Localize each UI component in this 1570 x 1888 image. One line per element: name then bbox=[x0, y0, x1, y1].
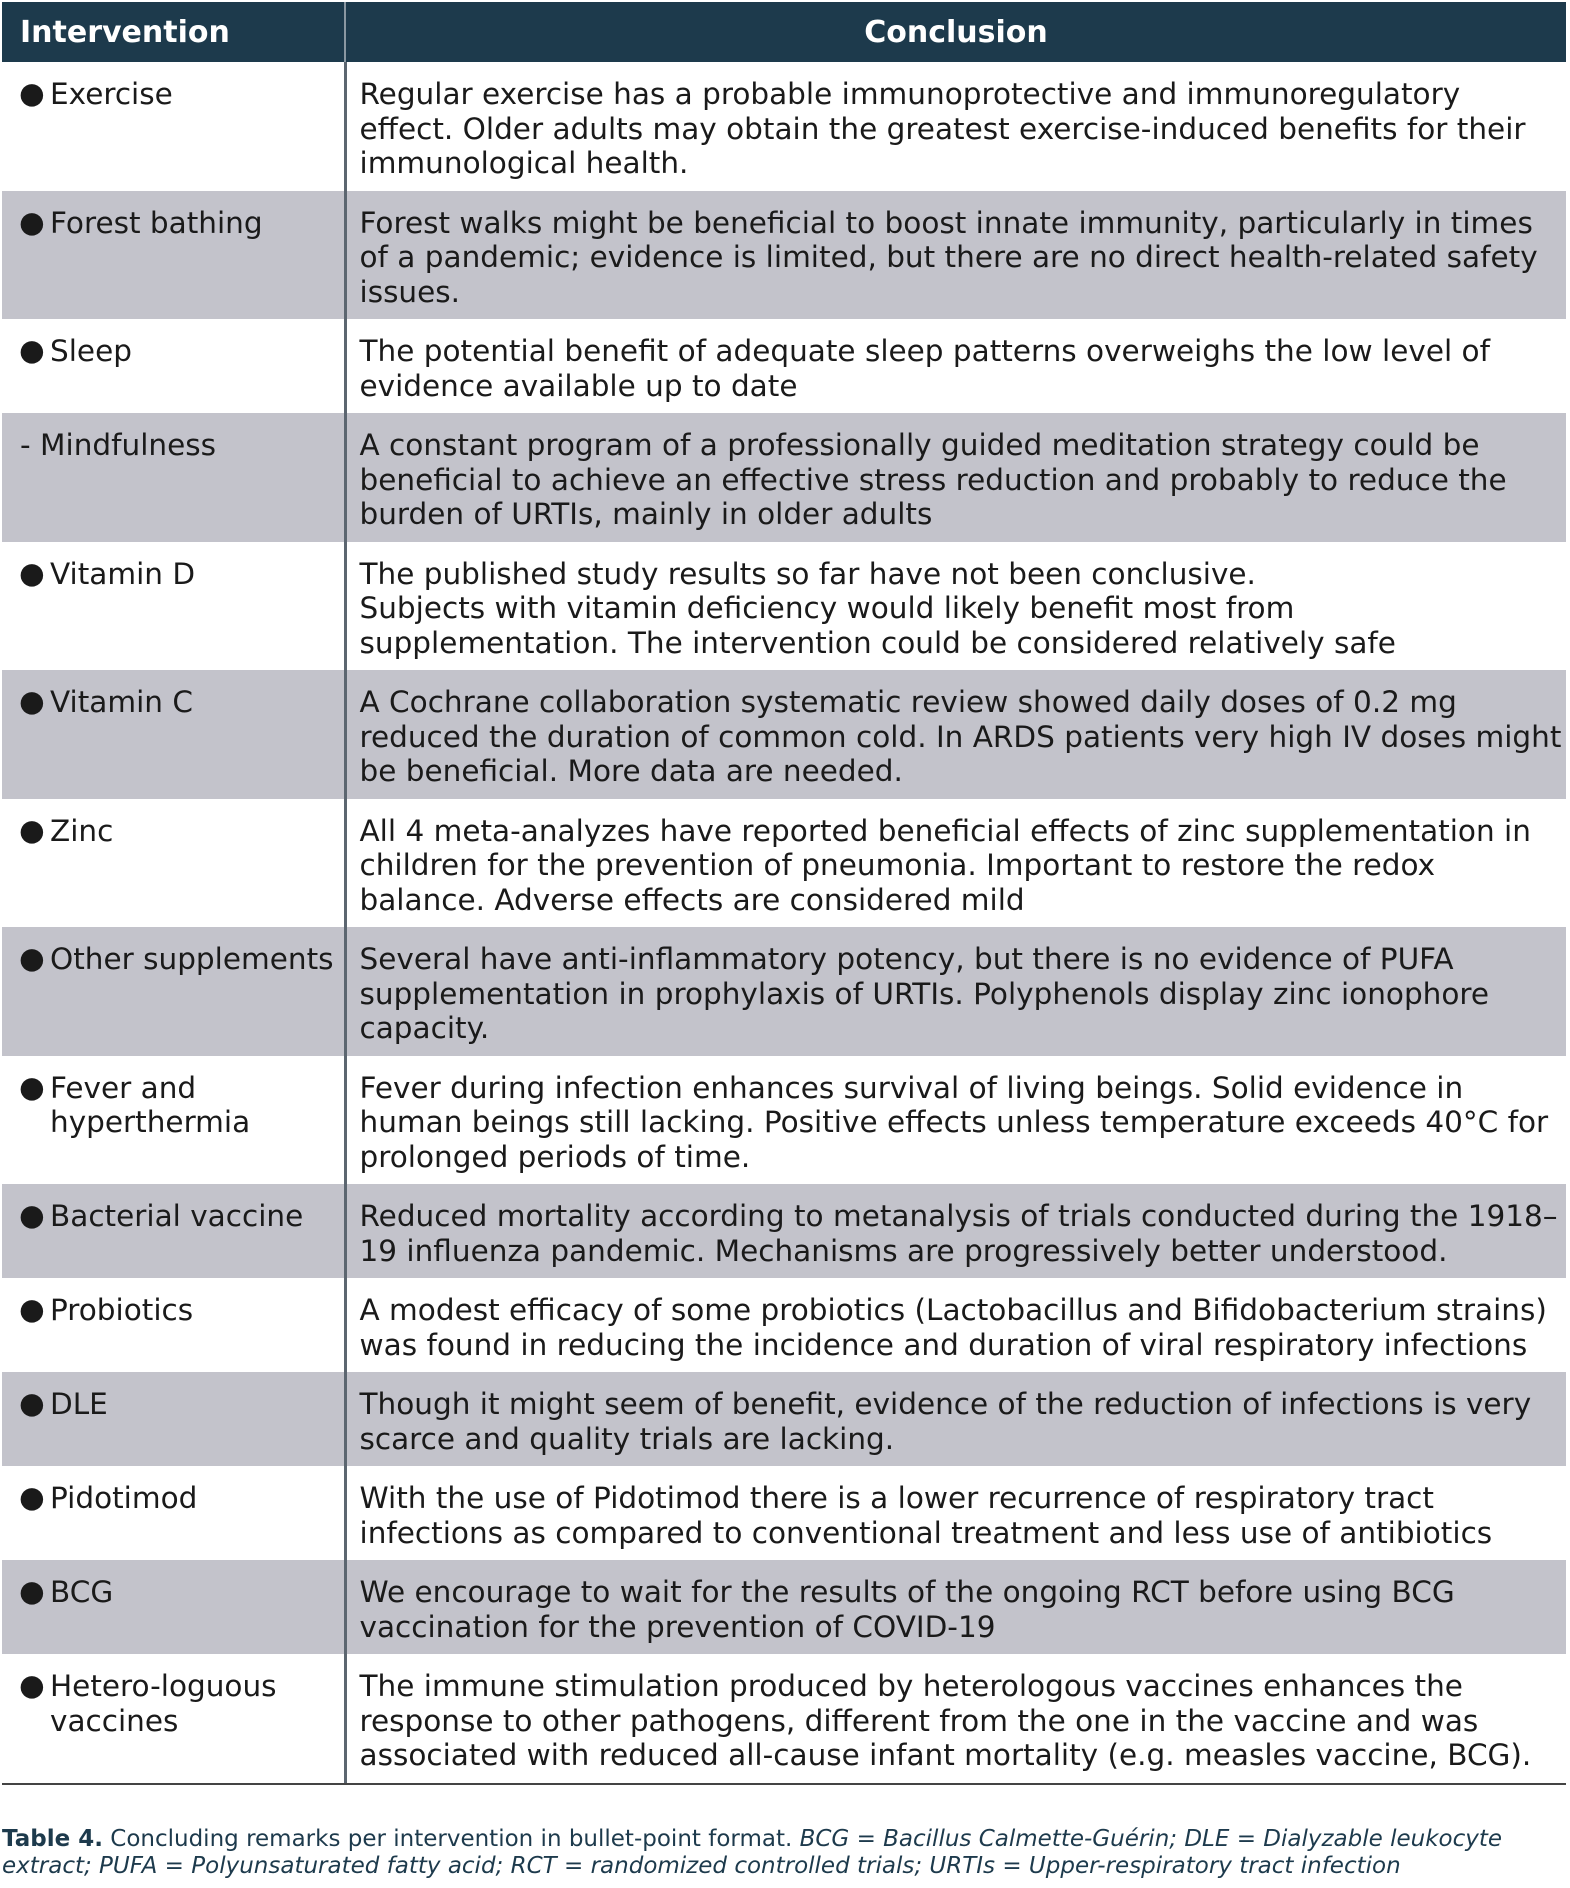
bullet-icon: ● bbox=[19, 684, 45, 718]
conclusion-cell bbox=[345, 1278, 1566, 1372]
intervention-name: BCG bbox=[50, 1575, 114, 1609]
intervention-name: Pidotimod bbox=[50, 1481, 198, 1515]
table-row bbox=[2, 1654, 1566, 1783]
conclusion-text: Several have anti-inflammatory potency, but there is no evidence of PUFA supplementation in prophylaxis of URTIs. Polyphenols display zinc ionophore capacity. bbox=[359, 942, 1490, 1045]
caption-label: Table 4. bbox=[2, 1826, 103, 1852]
table-row bbox=[2, 191, 1566, 320]
table-body bbox=[2, 62, 1566, 1783]
bullet-icon: ● bbox=[19, 204, 45, 239]
table-bottom-rule bbox=[2, 1783, 1566, 1785]
table-row bbox=[2, 1372, 1566, 1466]
table-row bbox=[2, 1184, 1566, 1278]
intervention-cell bbox=[2, 1560, 345, 1654]
conclusion-text: Though it might seem of benefit, evidence of the reduction of infections is very scarce and quality trials are lacking. bbox=[359, 1387, 1532, 1456]
table-row bbox=[2, 670, 1566, 799]
conclusion-cell bbox=[345, 191, 1566, 320]
intervention-cell bbox=[2, 1056, 345, 1185]
intervention-name: DLE bbox=[50, 1387, 108, 1421]
conclusion-text: The potential benefit of adequate sleep patterns overweighs the low level of evidence available up to date bbox=[359, 334, 1490, 403]
conclusion-text: With the use of Pidotimod there is a lower recurrence of respiratory tract infections as compared to conventional treatment and less use of antibiotics bbox=[359, 1481, 1493, 1550]
bullet-icon: ● bbox=[19, 941, 45, 975]
table-row bbox=[2, 1278, 1566, 1372]
conclusion-cell bbox=[345, 1372, 1566, 1466]
bullet-icon: ● bbox=[19, 1574, 45, 1608]
intervention-name: Vitamin D bbox=[50, 556, 196, 591]
table-row bbox=[2, 1466, 1566, 1560]
conclusion-cell bbox=[345, 413, 1566, 542]
header-conclusion: Conclusion bbox=[345, 2, 1566, 62]
intervention-cell bbox=[2, 413, 345, 542]
table-row bbox=[2, 413, 1566, 542]
conclusion-text: A Cochrane collaboration systematic review showed daily doses of 0.2 mg reduced the duration of common cold. In ARDS patients very high IV doses might be beneficial. More data are needed. bbox=[359, 685, 1562, 788]
intervention-name: Sleep bbox=[50, 334, 132, 368]
conclusion-cell bbox=[345, 1056, 1566, 1185]
table-row bbox=[2, 319, 1566, 413]
intervention-name: Zinc bbox=[50, 813, 114, 848]
intervention-cell bbox=[2, 799, 345, 928]
bullet-icon: ● bbox=[19, 76, 45, 110]
dash-marker: - bbox=[20, 428, 31, 462]
intervention-cell bbox=[2, 1466, 345, 1560]
bullet-icon: ● bbox=[19, 1198, 45, 1232]
bullet-icon: ● bbox=[19, 333, 45, 367]
table-row bbox=[2, 62, 1566, 191]
table-caption bbox=[2, 1826, 1566, 1880]
intervention-cell bbox=[2, 1372, 345, 1466]
intervention-cell bbox=[2, 62, 345, 191]
conclusion-text: Forest walks might be beneficial to boost innate immunity, particularly in times of a pandemic; evidence is limited, but there are no direct health-related safety issues. bbox=[359, 205, 1538, 309]
conclusion-cell bbox=[345, 1184, 1566, 1278]
bullet-icon: ● bbox=[19, 1069, 45, 1104]
intervention-name: Fever and hyperthermia bbox=[50, 1070, 251, 1139]
table-row bbox=[2, 1056, 1566, 1185]
table-header bbox=[2, 2, 1566, 62]
conclusion-text: Fever during infection enhances survival of living beings. Solid evidence in human beings still lacking. Positive effects unless temperature exceeds 40°C for prolonged periods of time. bbox=[359, 1070, 1549, 1174]
conclusion-cell bbox=[345, 670, 1566, 799]
intervention-cell bbox=[2, 670, 345, 799]
table-row bbox=[2, 542, 1566, 671]
intervention-cell bbox=[2, 542, 345, 671]
conclusion-text: A modest efficacy of some probiotics (Lactobacillus and Bifidobacterium strains) was found in reducing the incidence and duration of viral respiratory infections bbox=[359, 1293, 1547, 1362]
intervention-cell bbox=[2, 1654, 345, 1783]
header-intervention: Intervention bbox=[2, 2, 345, 62]
intervention-name: Forest bathing bbox=[50, 205, 263, 240]
conclusion-cell bbox=[345, 799, 1566, 928]
intervention-cell bbox=[2, 191, 345, 320]
conclusion-text: Reduced mortality according to metanalysis of trials conducted during the 1918–19 influenza pandemic. Mechanisms are progressively better understood. bbox=[359, 1199, 1558, 1268]
conclusion-cell bbox=[345, 1654, 1566, 1783]
conclusion-text: The published study results so far have not been conclusive. Subjects with vitamin deficiency would likely benefit most from supplementation. The intervention could be considered relatively safe bbox=[359, 556, 1396, 660]
bullet-icon: ● bbox=[19, 812, 45, 847]
caption-text: Concluding remarks per intervention in bullet-point format. bbox=[102, 1826, 800, 1852]
intervention-name: Mindfulness bbox=[40, 428, 216, 462]
intervention-cell bbox=[2, 319, 345, 413]
bullet-icon: ● bbox=[19, 1386, 45, 1420]
conclusion-text: The immune stimulation produced by heterologous vaccines enhances the response to other pathogens, different from the one in the vaccine and was associated with reduced all-cause infant mortality (e.g. measles vaccine, BCG). bbox=[359, 1669, 1532, 1772]
bullet-icon: ● bbox=[19, 1480, 45, 1514]
conclusion-text: We encourage to wait for the results of the ongoing RCT before using BCG vaccination for the prevention of COVID-19 bbox=[359, 1575, 1455, 1644]
intervention-name: Probiotics bbox=[50, 1293, 194, 1327]
intervention-name: Vitamin C bbox=[50, 685, 193, 719]
conclusion-text: Regular exercise has a probable immunoprotective and immunoregulatory effect. Older adults may obtain the greatest exercise-induced benefits for their immunological health. bbox=[359, 77, 1526, 180]
caption-abbreviations: BCG = Bacillus Calmette-Guérin; DLE = Dialyzable leukocyte extract; PUFA = Polyunsaturated fatty acid; RCT = randomized controlled trials; URTIs = Upper-respiratory tract infection bbox=[2, 1826, 1503, 1879]
intervention-cell bbox=[2, 927, 345, 1056]
conclusion-cell bbox=[345, 1560, 1566, 1654]
conclusion-cell bbox=[345, 62, 1566, 191]
intervention-name: Hetero-loguous vaccines bbox=[50, 1669, 277, 1738]
intervention-name: Bacterial vaccine bbox=[50, 1199, 304, 1233]
table-row bbox=[2, 927, 1566, 1056]
conclusion-cell bbox=[345, 1466, 1566, 1560]
bullet-icon: ● bbox=[19, 1292, 45, 1326]
table-row bbox=[2, 1560, 1566, 1654]
intervention-name: Exercise bbox=[50, 77, 173, 111]
interventions-table bbox=[2, 2, 1566, 1783]
header-row bbox=[2, 2, 1566, 62]
table-container bbox=[2, 2, 1566, 1785]
intervention-cell bbox=[2, 1278, 345, 1372]
table-row bbox=[2, 799, 1566, 928]
bullet-icon: ● bbox=[19, 555, 45, 590]
conclusion-text: All 4 meta-analyzes have reported beneficial effects of zinc supplementation in children for the prevention of pneumonia. Important to restore the redox balance. Adverse effects are considered mild bbox=[359, 813, 1531, 917]
intervention-cell bbox=[2, 1184, 345, 1278]
conclusion-text: A constant program of a professionally guided meditation strategy could be beneficial to achieve an effective stress reduction and probably to reduce the burden of URTIs, mainly in older adults bbox=[359, 428, 1507, 531]
conclusion-cell bbox=[345, 927, 1566, 1056]
conclusion-cell bbox=[345, 542, 1566, 671]
bullet-icon: ● bbox=[19, 1668, 45, 1702]
conclusion-cell bbox=[345, 319, 1566, 413]
intervention-name: Other supplements bbox=[50, 942, 334, 976]
